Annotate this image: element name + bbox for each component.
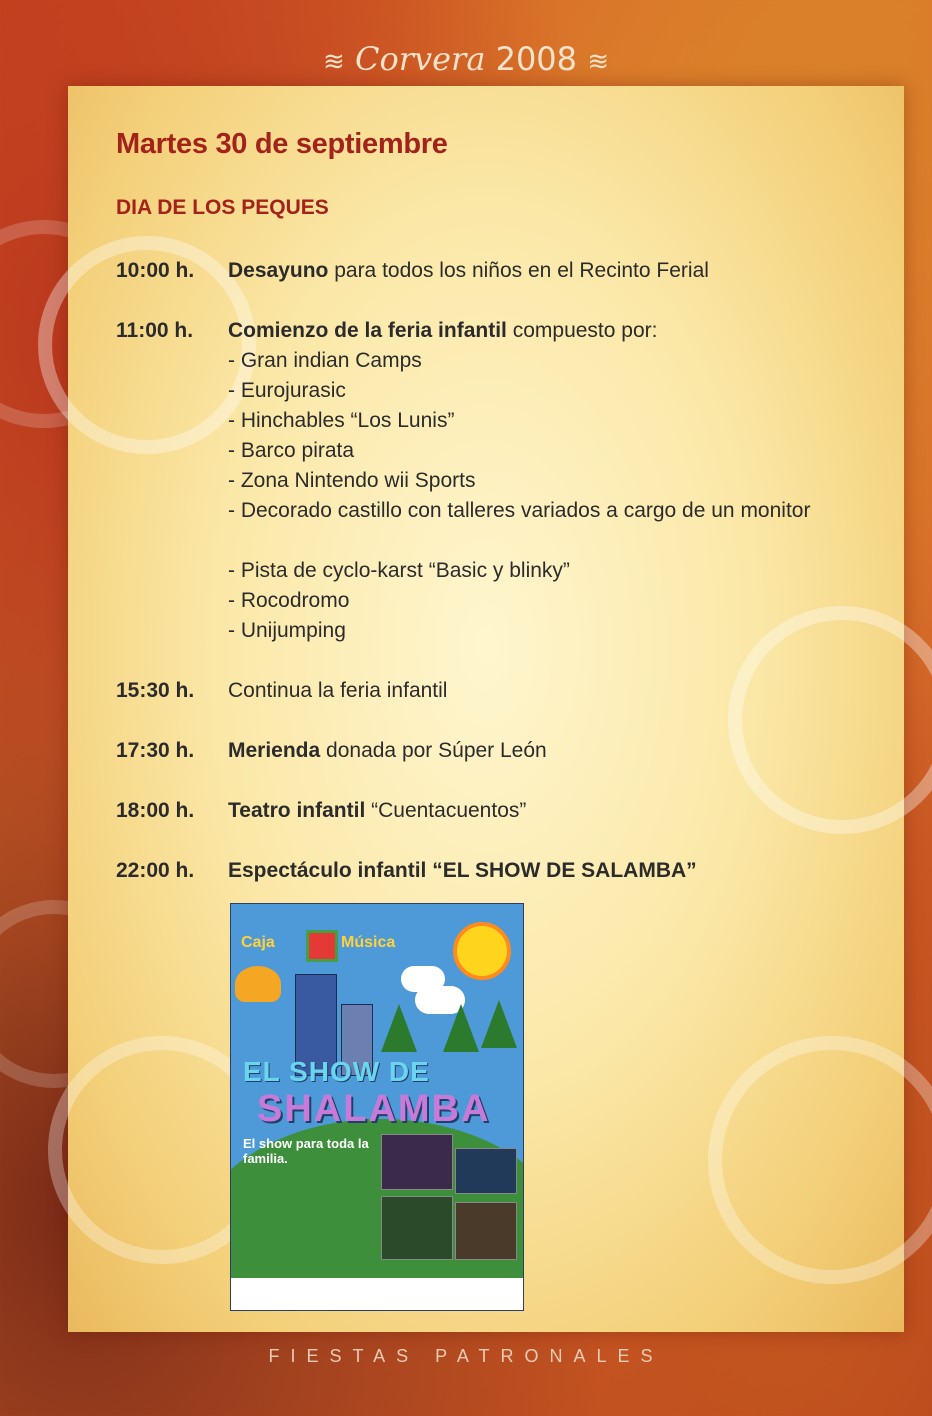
poster-tagline: El show para toda la familia.	[243, 1136, 369, 1166]
flourish-right-icon: ≋	[587, 47, 609, 77]
poster-photo	[381, 1196, 453, 1260]
header-title	[0, 40, 932, 78]
schedule-time: 11:00 h.	[116, 319, 194, 342]
flourish-left-icon: ≋	[323, 47, 345, 77]
schedule-description	[228, 796, 868, 826]
poster-photo	[381, 1134, 453, 1190]
gift-box-icon	[306, 930, 338, 962]
list-item: - Zona Nintendo wii Sports	[228, 469, 476, 492]
poster-brand-right: Música	[341, 934, 396, 951]
page-title: Martes 30 de septiembre	[116, 128, 448, 160]
list-item: - Rocodromo	[228, 589, 350, 612]
poster-title-line2: SHALAMBA	[257, 1088, 491, 1130]
schedule-highlight: Desayuno	[228, 259, 329, 282]
schedule-description	[228, 256, 868, 286]
trophy-icon	[235, 966, 281, 1002]
list-item: - Barco pirata	[228, 439, 355, 462]
poster-footer-strip	[231, 1278, 523, 1310]
schedule-description	[228, 316, 868, 346]
poster-title-line1: EL SHOW DE	[243, 1056, 430, 1087]
schedule-text: Continua la feria infantil	[228, 679, 448, 702]
poster-photo	[455, 1202, 517, 1260]
list-item: - Pista de cyclo-karst “Basic y blinky”	[228, 559, 570, 582]
schedule-text: compuesto por:	[506, 319, 658, 342]
panel-swirl	[708, 1036, 932, 1284]
schedule-time: 10:00 h.	[116, 259, 195, 282]
schedule-description	[228, 736, 868, 766]
schedule-text: “Cuentacuentos”	[365, 799, 527, 822]
schedule-time: 18:00 h.	[116, 799, 195, 822]
schedule-highlight: Teatro infantil	[228, 799, 366, 822]
section-title: DIA DE LOS PEQUES	[116, 196, 329, 219]
list-item: - Eurojurasic	[228, 379, 346, 402]
schedule-time: 17:30 h.	[116, 739, 195, 762]
schedule-highlight: Espectáculo infantil “EL SHOW DE SALAMBA”	[228, 859, 697, 882]
schedule-highlight: Comienzo de la feria infantil	[228, 319, 507, 342]
schedule-highlight: Merienda	[228, 739, 321, 762]
event-poster-image	[230, 903, 524, 1311]
schedule-description	[228, 676, 868, 706]
list-item: - Gran indian Camps	[228, 349, 422, 372]
tree-icon	[481, 1000, 517, 1048]
tree-icon	[381, 1004, 417, 1052]
schedule-text: donada por Súper León	[320, 739, 547, 762]
tree-icon	[443, 1004, 479, 1052]
schedule-time: 15:30 h.	[116, 679, 195, 702]
header-year: 2008	[495, 40, 578, 78]
page-footer: FIESTAS PATRONALES	[268, 1346, 664, 1366]
poster-photo	[455, 1148, 517, 1194]
schedule-description	[228, 856, 868, 886]
poster-brand-left: Caja	[241, 934, 275, 951]
list-item: - Decorado castillo con talleres variados a cargo de un monitor	[228, 499, 811, 522]
schedule-time: 22:00 h.	[116, 859, 195, 882]
sun-icon	[453, 922, 511, 980]
list-item: - Hinchables “Los Lunis”	[228, 409, 455, 432]
schedule-text: para todos los niños en el Recinto Ferial	[328, 259, 709, 282]
header-script-word: Corvera	[354, 40, 486, 78]
list-item: - Unijumping	[228, 619, 346, 642]
